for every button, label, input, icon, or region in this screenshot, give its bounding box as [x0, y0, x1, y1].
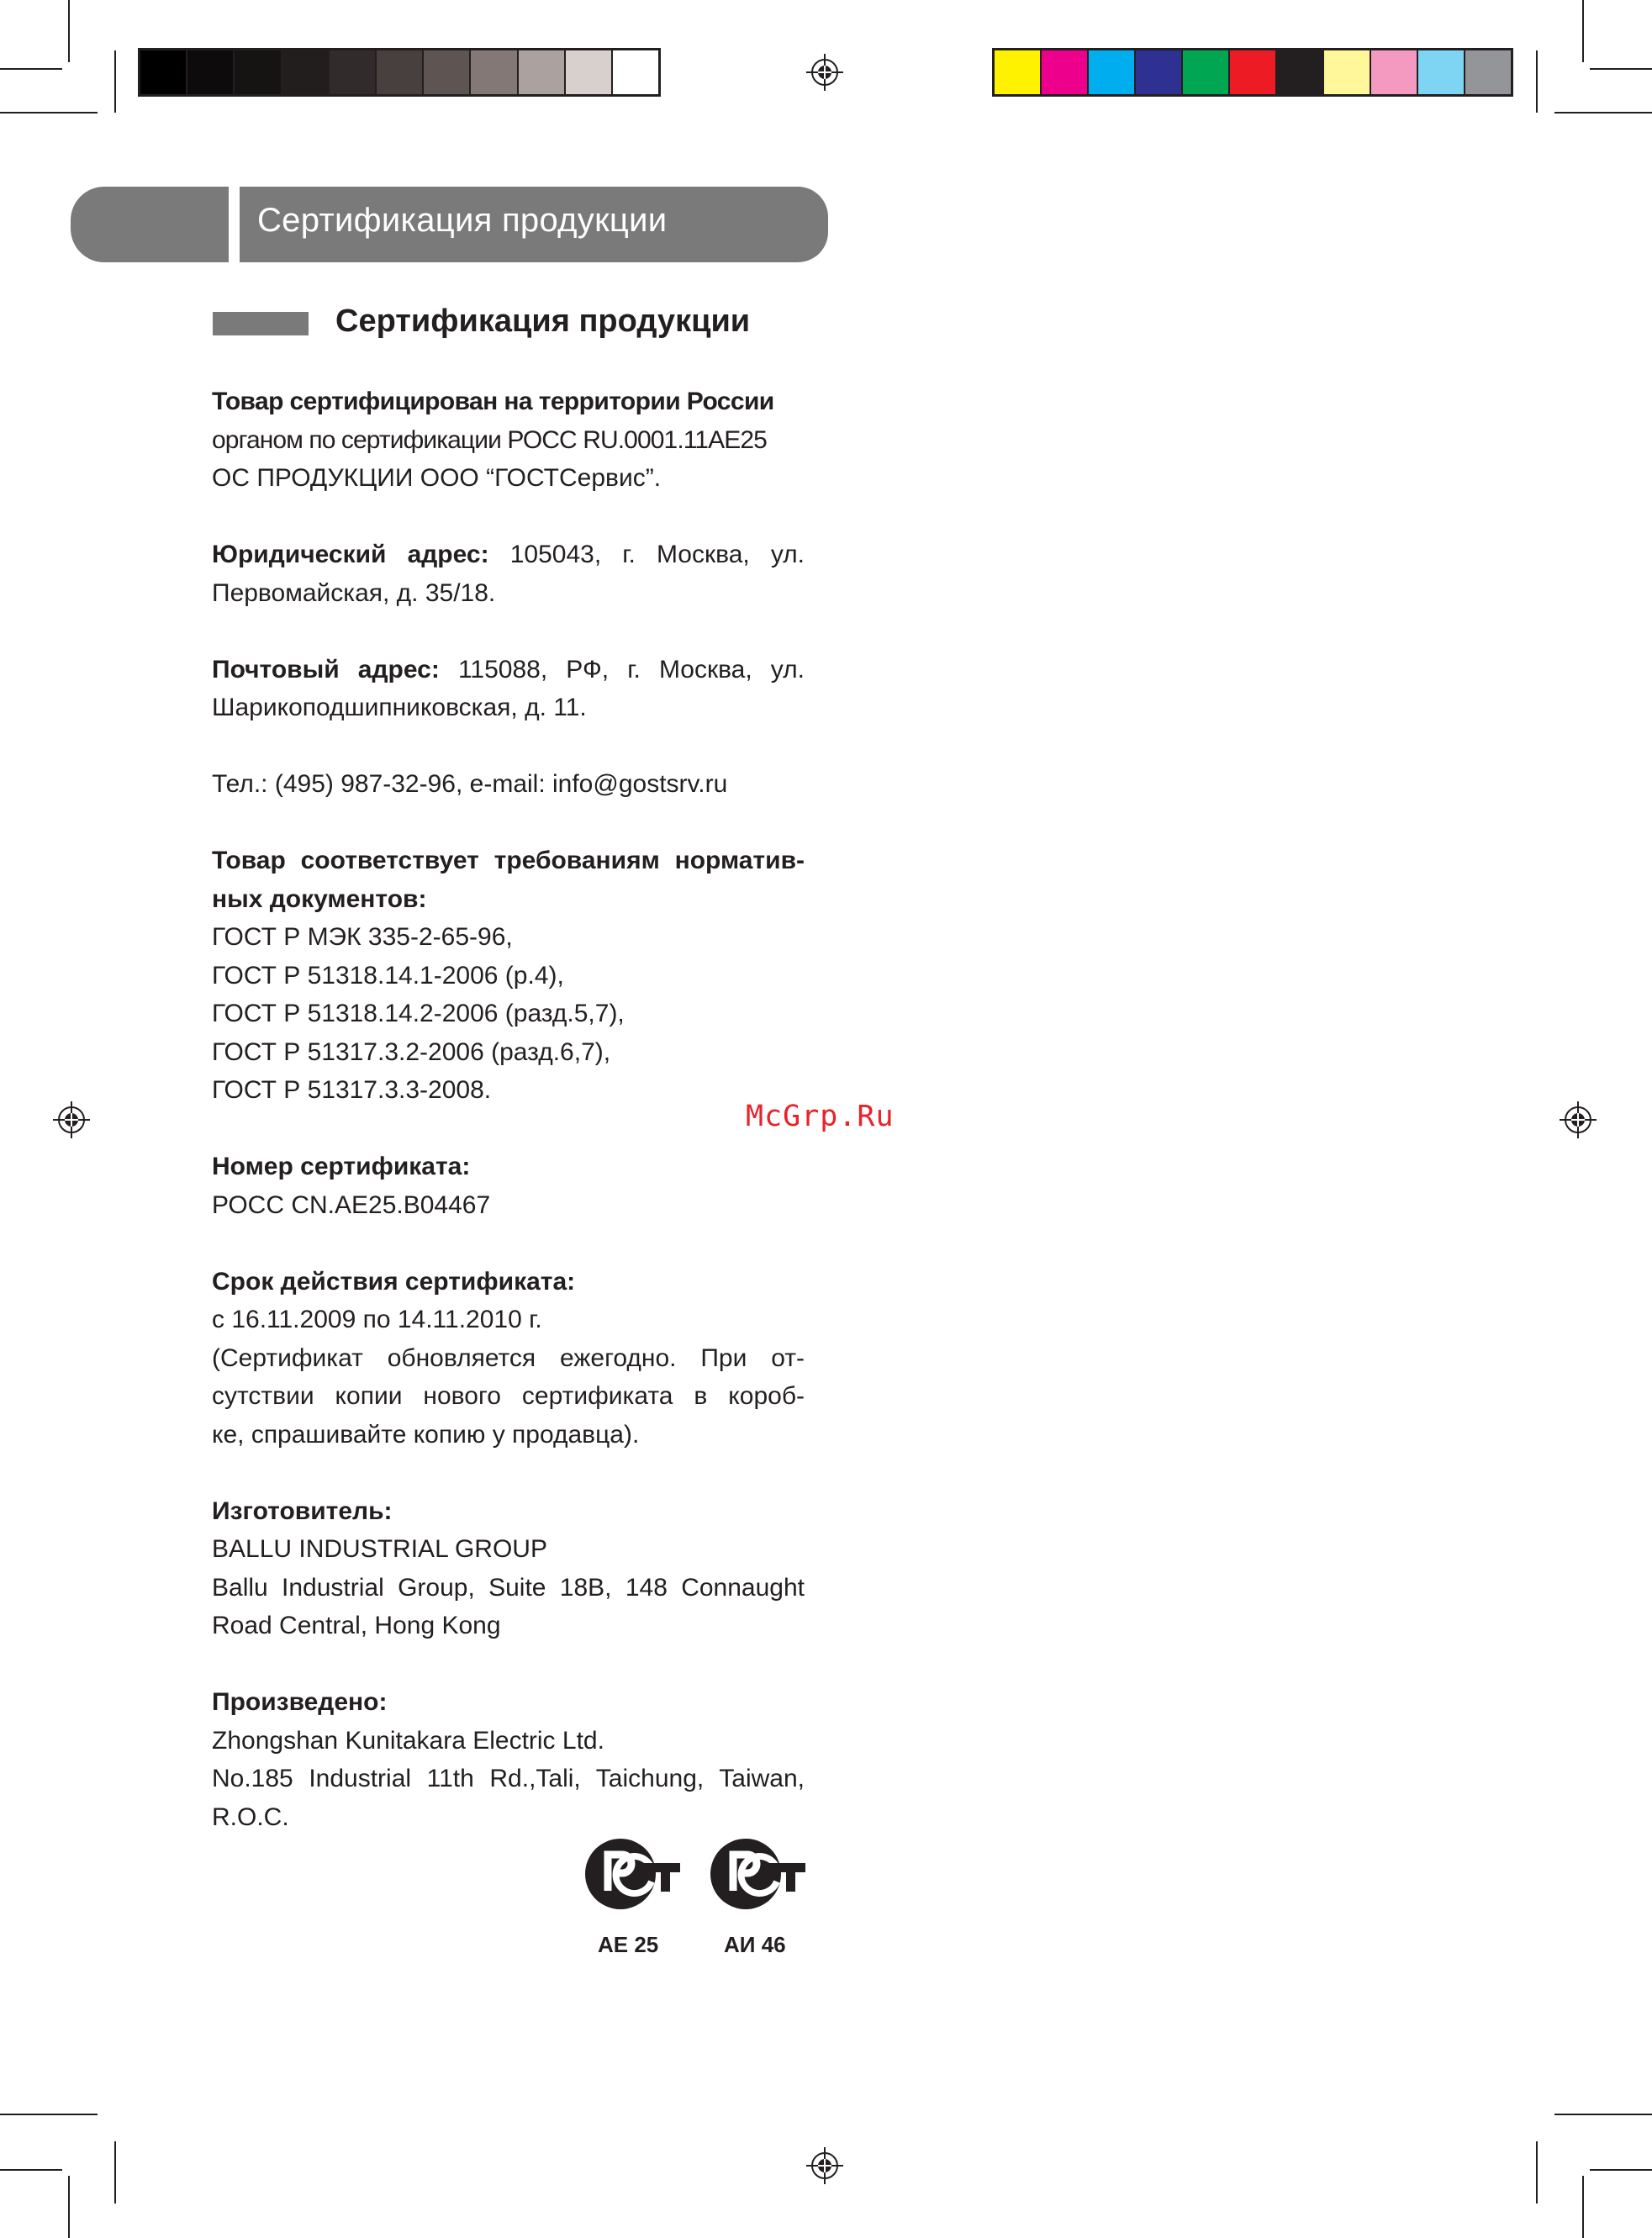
- crop-mark: [1536, 2141, 1538, 2204]
- color-swatch: [1089, 50, 1136, 94]
- postal-address-label: Почтовый адрес:: [212, 655, 440, 684]
- crop-mark: [1582, 0, 1584, 62]
- contacts-block: [212, 765, 805, 804]
- color-swatch: [519, 50, 566, 94]
- color-swatch: [995, 50, 1042, 94]
- crop-mark: [0, 68, 62, 70]
- norm-item: ГОСТ Р 51318.14.1-2006 (р.4),: [212, 961, 564, 990]
- pct-mark-label: АИ 46: [724, 1932, 786, 1957]
- crop-mark: [0, 2169, 62, 2171]
- validity-label: Срок действия сертификата:: [212, 1267, 576, 1296]
- registration-mark-icon: [806, 54, 843, 91]
- manufacturer-label: Изготовитель:: [212, 1496, 393, 1525]
- manufacturer-address: Road Central, Hong Kong: [212, 1612, 501, 1639]
- validity-note: ке, спрашивайте копию у продавца).: [212, 1420, 640, 1449]
- legal-address-value: 105043, г. Москва, ул.: [509, 541, 805, 568]
- color-swatch: [1230, 50, 1277, 94]
- section-title: Сертификация продукции: [335, 304, 751, 339]
- territory-block: [212, 383, 805, 498]
- crop-mark: [0, 112, 98, 113]
- color-swatch: [471, 50, 518, 94]
- legal-address-label: Юридический адрес:: [212, 541, 489, 568]
- color-swatch: [1183, 50, 1230, 94]
- norm-item: ГОСТ Р 51318.14.2-2006 (разд.5,7),: [212, 1000, 625, 1027]
- color-swatch: [1418, 50, 1465, 94]
- color-swatch: [377, 50, 424, 94]
- registration-mark-icon: [1560, 1101, 1597, 1138]
- crop-mark: [68, 0, 70, 62]
- norm-item: ГОСТ Р 51317.3.2-2006 (разд.6,7),: [212, 1037, 611, 1066]
- color-swatch: [1465, 50, 1511, 94]
- color-swatch: [282, 50, 330, 94]
- produced-name: Zhongshan Kunitakara Electric Ltd.: [212, 1726, 604, 1755]
- territory-heading: Товар сертифицирован на территории России: [212, 388, 774, 415]
- color-swatch: [566, 50, 613, 94]
- contacts: Тел.: (495) 987-32-96, e-mail: info@gostsrv.ru: [212, 770, 728, 798]
- color-swatch: [187, 50, 235, 94]
- crop-mark: [1536, 50, 1538, 113]
- color-control-strip: [992, 48, 1513, 97]
- pct-mark-label: АЕ 25: [598, 1932, 659, 1957]
- crop-mark: [68, 2176, 70, 2238]
- crop-mark: [1554, 112, 1652, 113]
- produced-address: R.O.C.: [212, 1803, 289, 1831]
- manufacturer-address: Ballu Industrial Group, Suite 18B, 148 Connaught: [212, 1573, 805, 1602]
- legal-address-value: Первомайская, д. 35/18.: [212, 578, 496, 607]
- norms-heading: Товар соответствует требованиям норматив-: [212, 847, 805, 874]
- color-swatch: [1136, 50, 1183, 94]
- color-swatch: [613, 50, 658, 94]
- produced-block: [212, 1683, 805, 1836]
- pct-certification-mark-icon: [583, 1836, 682, 1912]
- color-swatch: [330, 50, 377, 94]
- header-band-tab: [71, 187, 229, 262]
- certificate-number-block: [212, 1148, 805, 1224]
- certificate-number-label: Номер сертификата:: [212, 1153, 471, 1180]
- section-marker: [213, 312, 309, 335]
- norms-heading: ных документов:: [212, 884, 427, 913]
- legal-address-block: [212, 536, 805, 612]
- color-swatch: [424, 50, 471, 94]
- validity-block: [212, 1263, 805, 1454]
- grayscale-control-strip: [138, 48, 661, 97]
- territory-line: органом по сертификации РОСС RU.0001.11АЕ25: [212, 425, 767, 454]
- crop-mark: [1554, 2114, 1652, 2115]
- watermark: McGrp.Ru: [746, 1100, 895, 1133]
- crop-mark: [0, 2114, 98, 2115]
- territory-line: ОС ПРОДУКЦИИ ООО “ГОСТСервис”.: [212, 464, 662, 492]
- norm-item: ГОСТ Р МЭК 335-2-65-96,: [212, 923, 513, 951]
- color-swatch: [1277, 50, 1324, 94]
- norms-block: [212, 842, 805, 1110]
- registration-mark-icon: [806, 2147, 843, 2184]
- crop-mark: [114, 2141, 116, 2204]
- crop-mark: [1590, 2169, 1652, 2171]
- produced-label: Произведено:: [212, 1688, 388, 1716]
- manufacturer-name: BALLU INDUSTRIAL GROUP: [212, 1535, 547, 1563]
- postal-address-value: 115088, РФ, г. Москва, ул.: [457, 655, 805, 684]
- color-swatch: [1371, 50, 1418, 94]
- header-band-title: Сертификация продукции: [257, 202, 668, 239]
- pct-certification-mark-icon: [708, 1836, 807, 1912]
- norm-item: ГОСТ Р 51317.3.3-2008.: [212, 1076, 492, 1104]
- color-swatch: [1042, 50, 1089, 94]
- produced-address: No.185 Industrial 11th Rd.,Tali, Taichung, Taiwan,: [212, 1765, 805, 1792]
- registration-mark-icon: [53, 1101, 90, 1138]
- crop-mark: [114, 50, 116, 113]
- color-swatch: [235, 50, 282, 94]
- validity-note: (Сертификат обновляется ежегодно. При от-: [212, 1343, 805, 1372]
- certificate-number: РОСС CN.АЕ25.В04467: [212, 1190, 491, 1219]
- crop-mark: [1590, 68, 1652, 70]
- validity-note: сутствии копии нового сертификата в короб-: [212, 1382, 805, 1410]
- validity-dates: с 16.11.2009 по 14.11.2010 г.: [212, 1306, 542, 1333]
- certification-text: [212, 383, 805, 1875]
- manufacturer-block: [212, 1492, 805, 1645]
- color-swatch: [1324, 50, 1371, 94]
- postal-address-value: Шарикоподшипниковская, д. 11.: [212, 694, 587, 721]
- crop-mark: [1582, 2176, 1584, 2238]
- postal-address-block: [212, 651, 805, 727]
- color-swatch: [140, 50, 187, 94]
